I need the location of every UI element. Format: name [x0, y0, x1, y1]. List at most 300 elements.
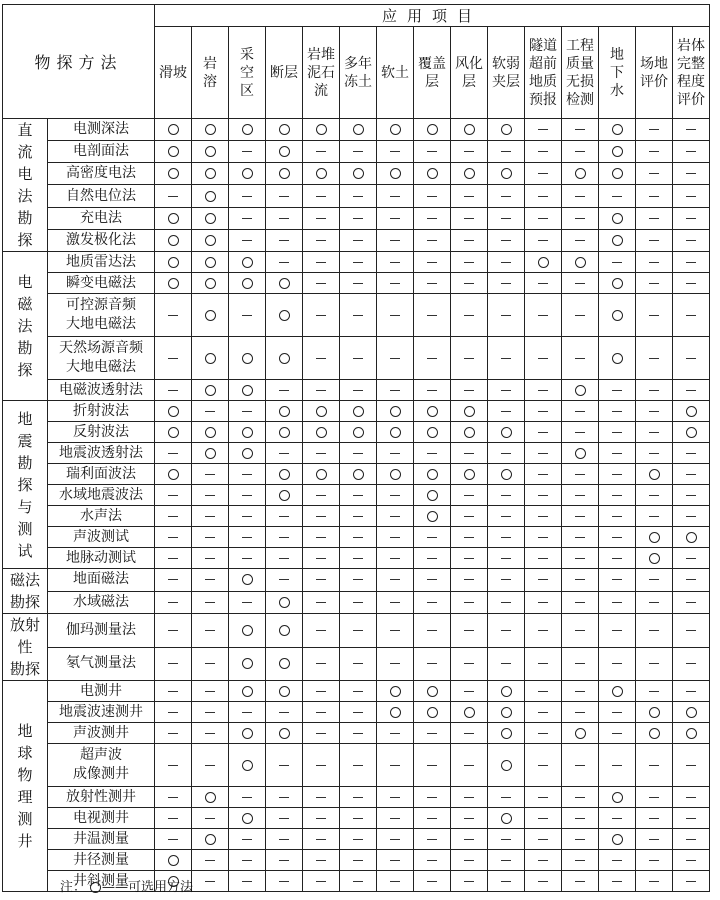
table-row: [3, 614, 710, 648]
table-row: [3, 744, 710, 787]
circle-icon: [612, 124, 623, 135]
not-applicable-cell: [562, 548, 599, 569]
circle-icon: [168, 427, 179, 438]
dash-icon: [575, 818, 585, 819]
dash-icon: [538, 691, 548, 692]
dash-icon: [427, 818, 437, 819]
not-applicable-cell: [340, 702, 377, 723]
not-applicable-cell: [525, 185, 562, 207]
column-header: 地 下 水: [599, 27, 636, 119]
dash-icon: [686, 196, 696, 197]
not-applicable-cell: [266, 744, 303, 787]
circle-icon: [649, 707, 660, 718]
not-applicable-cell: [266, 702, 303, 723]
applicable-cell: [266, 337, 303, 380]
table-row: [3, 163, 710, 185]
header-row-top: [3, 5, 710, 27]
circle-icon: [501, 124, 512, 135]
dash-icon: [168, 602, 178, 603]
not-applicable-cell: [525, 871, 562, 892]
dash-icon: [575, 495, 585, 496]
dash-icon: [316, 283, 326, 284]
not-applicable-cell: [377, 527, 414, 548]
dash-icon: [464, 839, 474, 840]
dash-icon: [575, 712, 585, 713]
circle-icon: [427, 469, 438, 480]
method-name: 自然电位法: [48, 185, 155, 207]
circle-icon: [353, 469, 364, 480]
not-applicable-cell: [673, 380, 710, 401]
method-name: 超声波 成像测井: [48, 744, 155, 787]
dash-icon: [353, 881, 363, 882]
not-applicable-cell: [673, 850, 710, 871]
optional-method-circle-icon: [90, 882, 101, 893]
dash-icon: [538, 390, 548, 391]
not-applicable-cell: [673, 294, 710, 337]
dash-icon: [353, 602, 363, 603]
applicable-cell: [229, 443, 266, 464]
dash-icon: [390, 860, 400, 861]
dash-icon: [464, 390, 474, 391]
dash-icon: [390, 881, 400, 882]
applicable-cell: [414, 422, 451, 443]
dash-icon: [612, 630, 622, 631]
not-applicable-cell: [303, 871, 340, 892]
dash-icon: [538, 315, 548, 316]
circle-icon: [279, 686, 290, 697]
dash-icon: [427, 537, 437, 538]
circle-icon: [279, 427, 290, 438]
dash-icon: [501, 390, 511, 391]
dash-icon: [501, 579, 511, 580]
not-applicable-cell: [377, 141, 414, 163]
table-row: [3, 829, 710, 850]
not-applicable-cell: [636, 185, 673, 207]
circle-icon: [390, 707, 401, 718]
not-applicable-cell: [266, 380, 303, 401]
not-applicable-cell: [414, 871, 451, 892]
applicable-cell: [377, 702, 414, 723]
dash-icon: [353, 240, 363, 241]
circle-icon: [464, 406, 475, 417]
not-applicable-cell: [377, 723, 414, 744]
dash-icon: [575, 881, 585, 882]
applicable-cell: [229, 744, 266, 787]
dash-icon: [390, 602, 400, 603]
dash-icon: [427, 390, 437, 391]
dash-icon: [612, 495, 622, 496]
dash-icon: [686, 495, 696, 496]
circle-icon: [686, 532, 697, 543]
not-applicable-cell: [562, 647, 599, 681]
not-applicable-cell: [599, 569, 636, 592]
applicable-cell: [303, 464, 340, 485]
dash-icon: [316, 558, 326, 559]
not-applicable-cell: [451, 506, 488, 527]
applicable-cell: [636, 702, 673, 723]
dash-icon: [649, 839, 659, 840]
method-name: 高密度电法: [48, 163, 155, 185]
circle-icon: [612, 168, 623, 179]
dash-icon: [390, 315, 400, 316]
method-name: 电剖面法: [48, 141, 155, 163]
dash-icon: [279, 453, 289, 454]
dash-icon: [353, 516, 363, 517]
circle-icon: [316, 124, 327, 135]
not-applicable-cell: [488, 485, 525, 506]
circle-icon: [501, 469, 512, 480]
circle-icon: [205, 168, 216, 179]
not-applicable-cell: [599, 443, 636, 464]
not-applicable-cell: [636, 252, 673, 273]
applicable-cell: [266, 614, 303, 648]
dash-icon: [575, 411, 585, 412]
dash-icon: [205, 881, 215, 882]
circle-icon: [279, 146, 290, 157]
column-header: 软土: [377, 27, 414, 119]
circle-icon: [242, 574, 253, 585]
dash-icon: [649, 390, 659, 391]
not-applicable-cell: [562, 185, 599, 207]
dash-icon: [242, 712, 252, 713]
not-applicable-cell: [488, 252, 525, 273]
dash-icon: [390, 196, 400, 197]
not-applicable-cell: [562, 591, 599, 614]
dash-icon: [242, 602, 252, 603]
circle-icon: [242, 353, 253, 364]
applicable-cell: [488, 744, 525, 787]
not-applicable-cell: [229, 506, 266, 527]
dash-icon: [649, 453, 659, 454]
circle-icon: [612, 213, 623, 224]
dash-icon: [575, 218, 585, 219]
application-header: 应用项目: [155, 5, 710, 27]
applicable-cell: [192, 119, 229, 141]
applicable-cell: [451, 422, 488, 443]
dash-icon: [464, 283, 474, 284]
dash-icon: [575, 797, 585, 798]
dash-icon: [242, 151, 252, 152]
dash-icon: [390, 733, 400, 734]
dash-icon: [538, 765, 548, 766]
method-name: 地震波透射法: [48, 443, 155, 464]
applicable-cell: [192, 380, 229, 401]
not-applicable-cell: [599, 808, 636, 829]
not-applicable-cell: [192, 702, 229, 723]
not-applicable-cell: [229, 141, 266, 163]
not-applicable-cell: [488, 229, 525, 251]
not-applicable-cell: [192, 485, 229, 506]
dash-icon: [390, 358, 400, 359]
dash-icon: [686, 860, 696, 861]
not-applicable-cell: [599, 252, 636, 273]
dash-icon: [686, 390, 696, 391]
dash-icon: [575, 860, 585, 861]
table-row: [3, 681, 710, 702]
dash-icon: [649, 516, 659, 517]
applicable-cell: [192, 252, 229, 273]
not-applicable-cell: [377, 548, 414, 569]
not-applicable-cell: [525, 591, 562, 614]
not-applicable-cell: [414, 723, 451, 744]
dash-icon: [427, 630, 437, 631]
dash-icon: [501, 860, 511, 861]
circle-icon: [316, 469, 327, 480]
dash-icon: [649, 495, 659, 496]
dash-icon: [575, 283, 585, 284]
not-applicable-cell: [229, 527, 266, 548]
circle-icon: [575, 257, 586, 268]
dash-icon: [538, 663, 548, 664]
not-applicable-cell: [266, 229, 303, 251]
dash-icon: [501, 151, 511, 152]
dash-icon: [279, 558, 289, 559]
not-applicable-cell: [525, 614, 562, 648]
applicable-cell: [192, 337, 229, 380]
applicable-cell: [266, 485, 303, 506]
not-applicable-cell: [340, 808, 377, 829]
category-label: 电 磁 法 勘 探: [3, 252, 48, 401]
not-applicable-cell: [599, 702, 636, 723]
dash-icon: [612, 411, 622, 412]
not-applicable-cell: [636, 380, 673, 401]
dash-icon: [390, 663, 400, 664]
dash-icon: [649, 818, 659, 819]
applicable-cell: [562, 380, 599, 401]
applicable-cell: [192, 141, 229, 163]
dash-icon: [279, 196, 289, 197]
applicable-cell: [488, 702, 525, 723]
not-applicable-cell: [488, 294, 525, 337]
circle-icon: [390, 124, 401, 135]
dash-icon: [464, 558, 474, 559]
applicable-cell: [636, 723, 673, 744]
not-applicable-cell: [525, 681, 562, 702]
dash-icon: [390, 630, 400, 631]
not-applicable-cell: [266, 443, 303, 464]
not-applicable-cell: [340, 569, 377, 592]
not-applicable-cell: [525, 464, 562, 485]
dash-icon: [205, 474, 215, 475]
circle-icon: [205, 124, 216, 135]
not-applicable-cell: [488, 871, 525, 892]
dash-icon: [612, 663, 622, 664]
not-applicable-cell: [340, 273, 377, 294]
not-applicable-cell: [192, 850, 229, 871]
not-applicable-cell: [414, 141, 451, 163]
not-applicable-cell: [451, 744, 488, 787]
not-applicable-cell: [377, 787, 414, 808]
dash-icon: [538, 453, 548, 454]
dash-icon: [612, 602, 622, 603]
not-applicable-cell: [414, 527, 451, 548]
dash-icon: [464, 765, 474, 766]
not-applicable-cell: [303, 443, 340, 464]
applicable-cell: [599, 681, 636, 702]
applicable-cell: [673, 702, 710, 723]
applicable-cell: [414, 163, 451, 185]
dash-icon: [575, 839, 585, 840]
dash-icon: [316, 733, 326, 734]
applicable-cell: [377, 464, 414, 485]
dash-icon: [242, 196, 252, 197]
not-applicable-cell: [488, 273, 525, 294]
column-header: 断层: [266, 27, 303, 119]
not-applicable-cell: [377, 506, 414, 527]
method-name: 地震波速测井: [48, 702, 155, 723]
dash-icon: [427, 797, 437, 798]
applicable-cell: [266, 647, 303, 681]
dash-icon: [649, 173, 659, 174]
dash-icon: [501, 558, 511, 559]
table-row: [3, 702, 710, 723]
not-applicable-cell: [377, 850, 414, 871]
dash-icon: [538, 495, 548, 496]
not-applicable-cell: [414, 443, 451, 464]
applicable-cell: [377, 401, 414, 422]
dash-icon: [316, 691, 326, 692]
not-applicable-cell: [599, 464, 636, 485]
circle-icon: [464, 124, 475, 135]
not-applicable-cell: [414, 548, 451, 569]
circle-icon: [205, 353, 216, 364]
applicable-cell: [192, 207, 229, 229]
not-applicable-cell: [229, 871, 266, 892]
not-applicable-cell: [303, 485, 340, 506]
dash-icon: [538, 151, 548, 152]
dash-icon: [686, 129, 696, 130]
dash-icon: [353, 218, 363, 219]
dash-icon: [353, 453, 363, 454]
dash-icon: [427, 218, 437, 219]
dash-icon: [242, 495, 252, 496]
circle-icon: [353, 406, 364, 417]
not-applicable-cell: [303, 548, 340, 569]
applicable-cell: [229, 119, 266, 141]
dash-icon: [279, 765, 289, 766]
applicable-cell: [155, 229, 192, 251]
not-applicable-cell: [155, 527, 192, 548]
not-applicable-cell: [377, 337, 414, 380]
not-applicable-cell: [377, 569, 414, 592]
not-applicable-cell: [414, 850, 451, 871]
circle-icon: [612, 353, 623, 364]
not-applicable-cell: [414, 273, 451, 294]
not-applicable-cell: [562, 744, 599, 787]
not-applicable-cell: [155, 787, 192, 808]
applicable-cell: [266, 294, 303, 337]
not-applicable-cell: [303, 569, 340, 592]
dash-icon: [538, 173, 548, 174]
not-applicable-cell: [525, 119, 562, 141]
table-row: [3, 119, 710, 141]
column-header: 隧道 超前 地质 预报: [525, 27, 562, 119]
not-applicable-cell: [192, 569, 229, 592]
dash-icon: [316, 579, 326, 580]
dash-icon: [353, 712, 363, 713]
method-name: 充电法: [48, 207, 155, 229]
dash-icon: [279, 218, 289, 219]
not-applicable-cell: [377, 829, 414, 850]
dash-icon: [575, 129, 585, 130]
circle-icon: [686, 406, 697, 417]
circle-icon: [316, 427, 327, 438]
not-applicable-cell: [599, 401, 636, 422]
circle-icon: [316, 406, 327, 417]
dash-icon: [612, 432, 622, 433]
not-applicable-cell: [562, 273, 599, 294]
dash-icon: [686, 218, 696, 219]
dash-icon: [279, 881, 289, 882]
not-applicable-cell: [229, 548, 266, 569]
applicable-cell: [377, 422, 414, 443]
circle-icon: [501, 686, 512, 697]
not-applicable-cell: [525, 647, 562, 681]
not-applicable-cell: [414, 294, 451, 337]
dash-icon: [686, 453, 696, 454]
applicable-cell: [266, 141, 303, 163]
applicable-cell: [229, 252, 266, 273]
circle-icon: [390, 469, 401, 480]
not-applicable-cell: [266, 548, 303, 569]
not-applicable-cell: [451, 647, 488, 681]
not-applicable-cell: [636, 829, 673, 850]
dash-icon: [464, 881, 474, 882]
circle-icon: [501, 427, 512, 438]
method-name: 声波测井: [48, 723, 155, 744]
circle-icon: [427, 427, 438, 438]
not-applicable-cell: [414, 252, 451, 273]
dash-icon: [427, 240, 437, 241]
dash-icon: [168, 691, 178, 692]
not-applicable-cell: [636, 207, 673, 229]
not-applicable-cell: [488, 591, 525, 614]
not-applicable-cell: [155, 185, 192, 207]
dash-icon: [427, 283, 437, 284]
not-applicable-cell: [303, 185, 340, 207]
dash-icon: [390, 516, 400, 517]
circle-icon: [205, 213, 216, 224]
dash-icon: [427, 839, 437, 840]
applicable-cell: [673, 401, 710, 422]
applicable-cell: [414, 702, 451, 723]
dash-icon: [612, 516, 622, 517]
not-applicable-cell: [340, 229, 377, 251]
circle-icon: [205, 191, 216, 202]
dash-icon: [464, 151, 474, 152]
method-name: 反射波法: [48, 422, 155, 443]
method-name: 井温测量: [48, 829, 155, 850]
dash-icon: [242, 558, 252, 559]
dash-icon: [538, 839, 548, 840]
not-applicable-cell: [303, 681, 340, 702]
dash-icon: [538, 129, 548, 130]
table-row: [3, 252, 710, 273]
applicable-cell: [414, 401, 451, 422]
dash-icon: [501, 797, 511, 798]
circle-icon: [501, 760, 512, 771]
dash-icon: [353, 630, 363, 631]
circle-icon: [168, 168, 179, 179]
circle-icon: [168, 469, 179, 480]
dash-icon: [168, 765, 178, 766]
dash-icon: [427, 453, 437, 454]
dash-icon: [649, 411, 659, 412]
dash-icon: [168, 196, 178, 197]
circle-icon: [538, 257, 549, 268]
dash-icon: [464, 797, 474, 798]
not-applicable-cell: [673, 141, 710, 163]
